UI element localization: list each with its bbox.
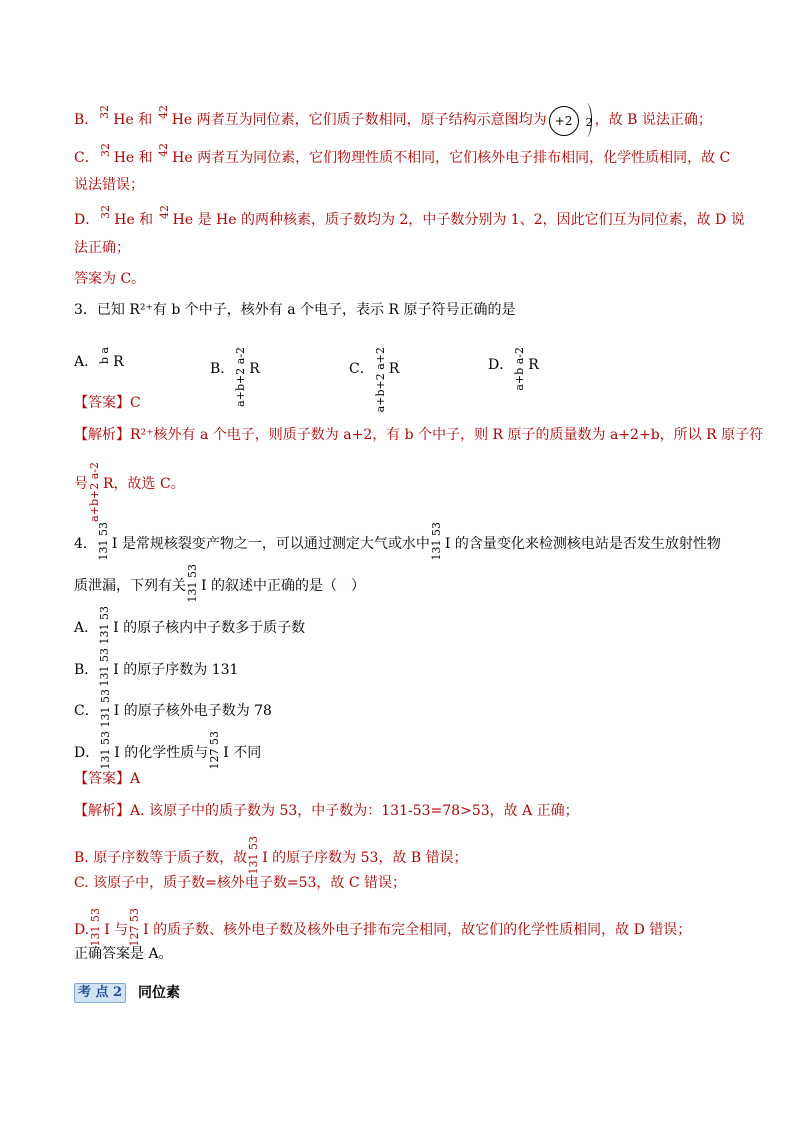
q3-option-b: B． a+b+2 a-2 R: [210, 347, 260, 407]
nuclide-he4: 42: [157, 143, 171, 157]
option-c-line: C． 32 He 和 42 He 两者互为同位素，它们物理性质不相同，它们核外电子排布相同，化学性质相同，故 C: [74, 143, 730, 173]
q4-option-a: A． 131 53 I 的原子核内中子数多于质子数: [74, 606, 306, 645]
q4-analysis-1: 【解析】A. 该原子中的质子数为 53，中子数为：131-53=78>53，故 A 正确；: [74, 803, 579, 819]
q3-answer: 【答案】C: [74, 395, 141, 411]
nuclide-he4: 42: [156, 105, 170, 119]
q4-option-c: C． 131 53 I 的原子核外电子数为 78: [74, 689, 272, 728]
answer-c: 答案为 C。: [74, 271, 146, 287]
option-b-line: B． 32 He 和 42 He 两者互为同位素，它们质子数相同，原子结构示意图均为 +2 2 ，故 B 说法正确；: [74, 105, 712, 135]
q4-stem-2: 质泄漏，下列有关 131 53 I 的叙述中正确的是（ ）: [74, 564, 365, 603]
q4-analysis-4: D. 131 53 I 与 127 53 I 的质子数、核外电子数及核外电子排布完全相同，故它们的化学性质相同，故 D 错误；: [74, 908, 692, 947]
q3-analysis-2: 号 a+b+2 a-2 R，故选 C。: [74, 462, 185, 522]
option-d-cont: 法正确；: [74, 240, 130, 256]
q4-option-b: B． 131 53 I 的原子序数为 131: [74, 648, 239, 687]
q3-option-d: D． a+b a-2 R: [488, 347, 539, 391]
q3-option-c: C． a+b+2 a+2 R: [349, 347, 400, 413]
q3-stem: 3．已知 R²⁺有 b 个中子，核外有 a 个电子，表示 R 原子符号正确的是: [74, 302, 516, 318]
q4-stem: 4． 131 53 I 是常规核裂变产物之一，可以通过测定大气或水中 131 53 I 的含量变化来检测核电站是否发生放射性物: [74, 522, 721, 561]
q4-option-d: D． 131 53 I 的化学性质与 127 53 I 不同: [74, 731, 262, 770]
q3-option-a: A． b a R: [74, 347, 124, 370]
atom-structure-diagram: +2 2: [549, 105, 583, 135]
q3-analysis-1: 【解析】R²⁺核外有 a 个电子，则质子数为 a+2，有 b 个中子，则 R 原子的质量数为 a+2+b，所以 R 原子符: [74, 427, 764, 443]
q4-answer: 【答案】A: [74, 771, 141, 787]
nuclide-he3: 32: [98, 105, 112, 119]
section-tag: 考 点 2: [74, 983, 126, 1003]
option-c-cont: 说法错误；: [74, 177, 144, 193]
q4-analysis-3: C. 该原子中，质子数=核外电子数=53，故 C 错误；: [74, 875, 406, 891]
nuclide-he3: 32: [98, 143, 112, 157]
option-d-line: D． 32 He 和 42 He 是 He 的两种核素，质子数均为 2，中子数分别为 1、2，因此它们互为同位素，故 D 说: [74, 205, 745, 235]
q4-analysis-2: B. 原子序数等于质子数，故 131 53 I 的原子序数为 53，故 B 错误；: [74, 836, 468, 875]
nuclide-he4: 42: [157, 205, 171, 219]
q4-final-answer: 正确答案是 A。: [74, 946, 173, 962]
nuclide-he3: 32: [99, 205, 113, 219]
section-title: 同位素: [138, 985, 180, 1001]
